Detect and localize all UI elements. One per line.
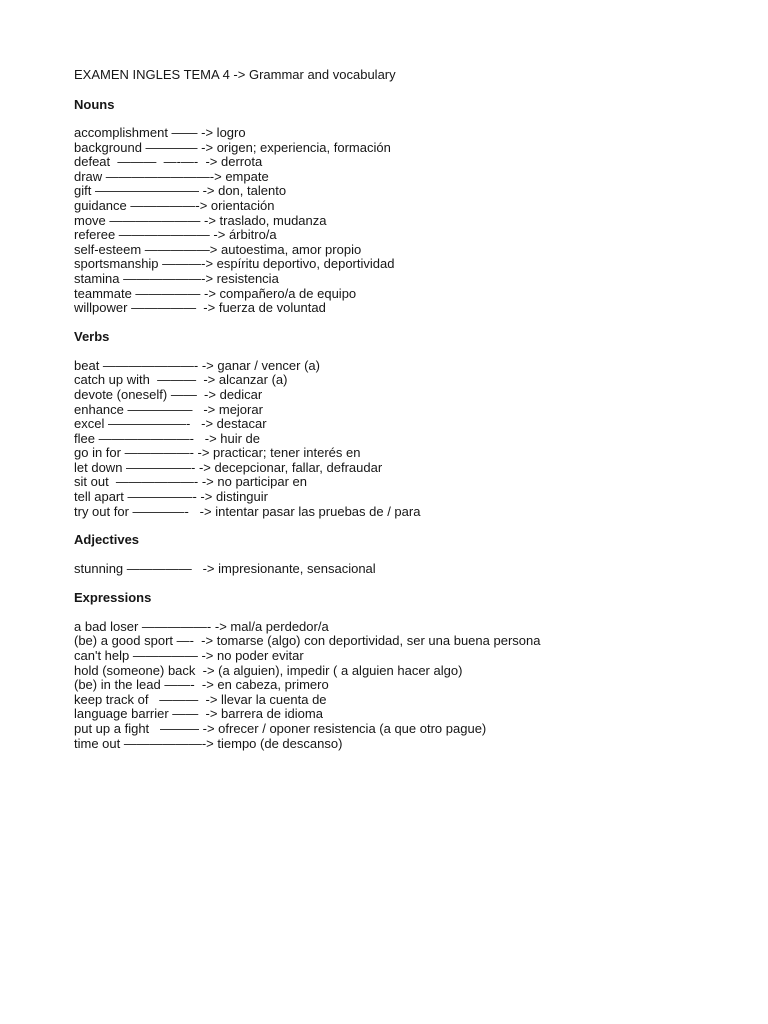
verb-entry: sit out ——————- -> no participar en <box>74 474 307 490</box>
verb-entry: beat ———————- -> ganar / vencer (a) <box>74 357 320 373</box>
expression-entry: hold (someone) back -> (a alguien), impedir ( a alguien hacer algo) <box>74 662 463 678</box>
noun-entry: gift ———————— -> don, talento <box>74 183 287 199</box>
noun-entry: background ———— -> origen; experiencia, formación <box>74 139 391 155</box>
document-title: EXAMEN INGLES TEMA 4 -> Grammar and vocabulary <box>74 67 396 82</box>
verb-entry: catch up with ——— -> alcanzar (a) <box>74 372 288 388</box>
noun-entry: referee ——————— -> árbitro/a <box>74 227 277 243</box>
noun-entry: self-esteem —————> autoestima, amor propio <box>74 241 362 257</box>
noun-entry: draw ————————-> empate <box>74 168 269 184</box>
expressions-heading: Expressions <box>74 589 152 605</box>
nouns-heading: Nouns <box>74 97 115 112</box>
verb-entry: try out for ————- -> intentar pasar las pruebas de / para <box>74 503 421 519</box>
noun-entry: move ——————— -> traslado, mudanza <box>74 212 327 228</box>
document-page <box>74 67 734 751</box>
expression-entry: a bad loser —————- -> mal/a perdedor/a <box>74 618 329 634</box>
noun-entry: stamina ——————-> resistencia <box>74 270 279 286</box>
verb-entry: excel ——————- -> destacar <box>74 416 267 432</box>
noun-entry: sportsmanship ———-> espíritu deportivo, deportividad <box>74 256 395 272</box>
noun-entry: defeat ——— —-—- -> derrota <box>74 154 263 170</box>
expressions-list <box>74 620 734 751</box>
expression-entry: (be) in the lead ——- -> en cabeza, primero <box>74 677 329 693</box>
noun-entry: willpower ————— -> fuerza de voluntad <box>74 300 326 316</box>
verbs-heading: Verbs <box>74 328 110 344</box>
nouns-list <box>74 126 734 316</box>
expression-entry: put up a fight ——— -> ofrecer / oponer resistencia (a que otro pague) <box>74 721 487 736</box>
noun-entry: teammate ————— -> compañero/a de equipo <box>74 285 357 301</box>
expression-entry: time out ——————-> tiempo (de descanso) <box>74 735 343 751</box>
expression-entry: (be) a good sport —- -> tomarse (algo) con deportividad, ser una buena persona <box>74 633 541 649</box>
verb-entry: tell apart —————- -> distinguir <box>74 489 268 505</box>
expression-entry: language barrier —— -> barrera de idioma <box>74 706 323 722</box>
adjectives-heading: Adjectives <box>74 532 140 548</box>
verb-entry: flee ———————- -> huir de <box>74 430 261 446</box>
verb-entry: enhance ————— -> mejorar <box>74 401 263 417</box>
adjectives-list <box>74 562 734 577</box>
verb-entry: go in for —————- -> practicar; tener interés en <box>74 445 361 461</box>
noun-entry: guidance —————-> orientación <box>74 197 275 213</box>
verbs-list <box>74 359 734 520</box>
verb-entry: let down —————- -> decepcionar, fallar, defraudar <box>74 459 383 475</box>
expression-entry: can't help ————— -> no poder evitar <box>74 648 304 664</box>
noun-entry: accomplishment —— -> logro <box>74 125 246 140</box>
expression-entry: keep track of ——— -> llevar la cuenta de <box>74 691 327 707</box>
verb-entry: devote (oneself) —— -> dedicar <box>74 386 263 402</box>
adjective-entry: stunning ————— -> impresionante, sensacional <box>74 561 376 577</box>
